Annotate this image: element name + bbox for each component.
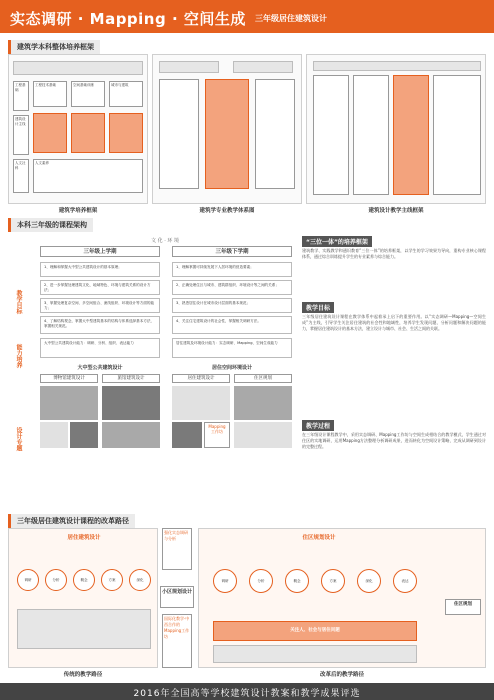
ability-left: 大中型公共建筑设计能力：调研、分析、组织、表达能力 (40, 338, 160, 358)
caption-system: 建筑学专业教学体系图 (199, 208, 255, 214)
housing-image-2 (172, 422, 202, 448)
community-image-1 (234, 386, 292, 420)
trad-detail-block (17, 609, 151, 649)
middle-tag-survey: 强化实态调研与分析 (162, 528, 192, 570)
goal-right-1: 1、理解掌握可持续发展下人居环境的营造要素； (172, 262, 292, 277)
mainline-year-3 (393, 75, 429, 195)
topic-housing: 居住建筑设计 (172, 374, 230, 383)
right-text-goals: 三年级居住建筑设计课程在教学体系中起着承上启下的重要作用。以“实态调研—Mapping—空间生成”为主线，引导学生关注居住建筑的社会性和地域性，培养学生发现问题、分析问题和解决问题的能力，掌握居住建筑设计的基本方法，建立设计与城市、社会、生活之间的关联。 (302, 314, 486, 331)
framework-left-label-2: 建筑设计主线 (13, 115, 29, 155)
reformed-title: 住区规划设计 (302, 535, 336, 541)
museum-image-3 (70, 422, 98, 448)
culture-env-label: 文 化 · 环 境 (151, 238, 179, 244)
mainline-year-2 (353, 75, 389, 195)
housing-image-1 (172, 386, 230, 420)
right-head-goals: 教学目标 (302, 302, 334, 313)
reform-highlight-text: 关注人、社会与居住问题 (290, 628, 340, 633)
topic-hotel: 旅馆建筑设计 (102, 374, 160, 383)
system-col-core (205, 79, 249, 189)
footer-text: 2016年全国高等学校建筑设计教案和教学成果评选 (133, 689, 361, 699)
mapping-workshop-tag: Mapping 工作坊 (204, 422, 230, 448)
main-subtitle: 三年级居住建筑设计 (255, 14, 327, 23)
footer-bar (0, 683, 494, 700)
goal-left-1: 1、理解和掌握大中型公共建筑设计的基本原理； (40, 262, 160, 277)
trad-node-2: 分析 (45, 569, 67, 591)
reform-node-1: 调研 (213, 569, 237, 593)
traditional-caption: 传统的教学路径 (63, 672, 103, 678)
framework-box-3: 城市与建筑 (109, 81, 143, 107)
side-label-ability: 能力培养 (15, 344, 22, 368)
goal-right-2: 2、正确处理住区与城市、建筑群组织、环境设计等之间的关系； (172, 280, 292, 295)
framework-box-humanities: 人文素养 (33, 159, 143, 193)
mainline-year-4 (433, 75, 481, 195)
right-head-framework: “三位一体”的培养框架 (302, 236, 372, 247)
community-image-2 (234, 422, 292, 448)
reformed-caption: 改革后的教学路径 (319, 672, 364, 678)
ability-right: 居住建筑及环境设计能力：实态调研、Mapping、空间生成能力 (172, 338, 292, 358)
framework-box-design (71, 113, 105, 153)
caption-mainline: 建筑设计教学主线框架 (368, 208, 424, 214)
goal-left-2: 2、进一步掌握处理建筑文化、地域特色、环境与建筑关系的设计方法； (40, 280, 160, 295)
right-text-framework: 建筑教学、实践教学和通识教育“三位一体”的培养框架，以学生的学习效果为导向，重构专业核心课程体系，通过综合训练提升学生的专业素养与综合能力。 (302, 248, 486, 259)
framework-left-label-1: 工程基础 (13, 81, 29, 111)
trad-node-3: 概念 (73, 569, 95, 591)
reform-node-3: 概念 (285, 569, 309, 593)
traditional-path-panel (8, 528, 158, 668)
reform-node-5: 深化 (357, 569, 381, 593)
system-col-1 (159, 79, 199, 189)
hotel-image-2 (102, 422, 160, 448)
trad-node-1: 调研 (17, 569, 39, 591)
group-label-public: 大中型公共建筑设计 (77, 365, 123, 371)
side-label-topics: 设计专题 (15, 427, 22, 451)
framework-panel-2 (152, 54, 302, 204)
framework-panel-1 (8, 54, 148, 204)
middle-tag-workshop: 国际化教学·中西合作的Mapping工作坊 (162, 614, 192, 668)
right-text-process: 在三年级设计课程教学中，采用实态调研、Mapping工作坊与空间生成相结合的教学模式，学生通过对住区的实地调研，运用Mapping方法整理分析调研成果，进而转化为空间设计策略，完成从调研到设计的完整过程。 (302, 432, 486, 449)
section1-heading: 建筑学本科整体培养框架 (8, 40, 100, 54)
framework-panel-3 (306, 54, 486, 204)
framework-box-city (109, 113, 143, 153)
topic-community: 住区规划 (234, 374, 292, 383)
reform-node-4: 方案 (321, 569, 345, 593)
traditional-title: 居住建筑设计 (67, 535, 101, 541)
mainline-year-1 (313, 75, 349, 195)
system-head-left (159, 61, 219, 73)
system-col-3 (255, 79, 295, 189)
goal-left-4: 4、了解结构观念，掌握大中型建筑基本的结构与体系选择基本方法，掌握相关规范。 (40, 316, 160, 334)
caption-framework: 建筑学培养框架 (58, 208, 98, 214)
framework-box-2: 空间基础训练 (71, 81, 105, 107)
goal-right-3: 3、熟悉居住设计在城市设计层面的基本规范； (172, 298, 292, 313)
framework-left-label-3: 人文社科 (13, 159, 29, 193)
trad-node-5: 深化 (129, 569, 151, 591)
framework-box-core (33, 113, 67, 153)
section2-heading: 本科三年级的课程架构 (8, 218, 93, 232)
trad-node-4: 方案 (101, 569, 123, 591)
right-head-process: 教学过程 (302, 420, 334, 431)
goal-right-4: 4、关注住宅建筑设计的社会性，掌握相关调研方法。 (172, 316, 292, 334)
framework-box-1: 工程技术基础 (33, 81, 67, 107)
system-head-right (233, 61, 293, 73)
goal-left-3: 3、掌握处理复杂空间、多空间组合、流线组织、环境设计等方面的能力； (40, 298, 160, 313)
group-label-residential: 居住空间环境设计 (211, 365, 252, 371)
museum-image-1 (40, 386, 98, 420)
topic-museum: 博物馆建筑设计 (40, 374, 98, 383)
reform-node-2: 分析 (249, 569, 273, 593)
hotel-image-1 (102, 386, 160, 420)
main-title: 实态调研 · Mapping · 空间生成 (10, 10, 246, 28)
framework-top-bar (13, 61, 143, 75)
reformed-path-panel (198, 528, 486, 668)
section3-heading: 三年级居住建筑设计课程的改革路径 (8, 514, 135, 528)
museum-image-2 (40, 422, 68, 448)
mainline-head (313, 61, 481, 71)
reform-detail-block (213, 645, 417, 663)
col-head-autumn: 三年级上学期 (40, 246, 160, 257)
result-box: 住区规划 (445, 599, 481, 615)
reform-node-6: 表达 (393, 569, 417, 593)
outcome-box: 小区规划设计 (160, 586, 194, 608)
side-label-goals: 教学目标 (15, 290, 22, 314)
header-banner (0, 0, 494, 33)
col-head-spring: 三年级下学期 (172, 246, 292, 257)
